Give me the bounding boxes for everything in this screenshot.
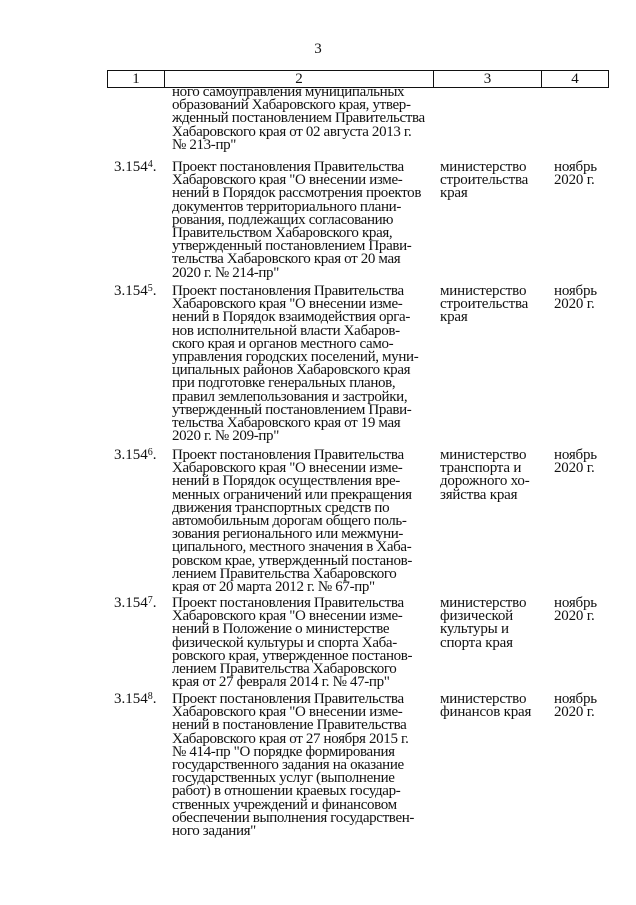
- text-line: зяйства края: [440, 486, 518, 503]
- text-line: края: [440, 309, 468, 326]
- text-line: документов территориального плани-: [172, 198, 401, 215]
- text-line: № 414-пр "О порядке формирования: [172, 743, 395, 760]
- text-line: ципальных районов Хабаровского края: [172, 362, 411, 379]
- text-line: ноябрь: [554, 159, 597, 175]
- text-line: лением Правительства Хабаровского: [172, 661, 397, 678]
- text-line: ципального, местного значения в Хаба-: [172, 539, 412, 556]
- text-line: ноябрь: [554, 595, 597, 611]
- text-line: Проект постановления Правительства: [172, 159, 404, 175]
- text-line: движения транспортных средств по: [172, 499, 390, 516]
- text-line: ноябрь: [554, 283, 597, 299]
- text-line: тельства Хабаровского края от 20 мая: [172, 251, 401, 268]
- text-line: при подготовке генеральных планов,: [172, 375, 396, 392]
- text-line: 2020 г.: [554, 296, 595, 313]
- text-line: 2020 г. № 214-пр": [172, 264, 279, 281]
- text-line: ного задания": [172, 823, 256, 840]
- text-line: Хабаровского края "О внесении изме-: [172, 296, 403, 313]
- row-responsible: [440, 161, 550, 201]
- text-line: № 213-пр": [172, 136, 237, 153]
- column-header-1: 1: [108, 71, 165, 88]
- text-line: края от 27 февраля 2014 г. № 47-пр": [172, 674, 390, 691]
- text-line: нений в Положение о министерстве: [172, 621, 390, 638]
- text-line: ского края и органов местного само-: [172, 335, 394, 352]
- row-number: 3.154$^5$.: [114, 283, 157, 299]
- column-header-3: 3: [434, 71, 542, 88]
- text-line: Хабаровского края "О внесении изме-: [172, 460, 403, 477]
- text-line: зования регионального или межмуни-: [172, 526, 404, 543]
- text-line: Проект постановления Правительства: [172, 595, 404, 611]
- row-responsible: [440, 285, 550, 325]
- row-description: [172, 449, 434, 594]
- text-line: физической: [440, 608, 513, 625]
- text-line: финансов края: [440, 704, 532, 721]
- text-line: дорожного хо-: [440, 473, 530, 490]
- text-line: транспорта и: [440, 460, 522, 477]
- row-deadline: [554, 161, 614, 187]
- row-description: [172, 285, 434, 443]
- text-line: обеспечении выполнения государствен-: [172, 809, 415, 826]
- row-number: 3.154$^4$.: [114, 159, 157, 175]
- text-line: государственного задания на оказание: [172, 757, 404, 774]
- text-line: Проект постановления Правительства: [172, 691, 404, 707]
- row-deadline: [554, 285, 614, 311]
- row-responsible: [440, 597, 550, 650]
- text-line: ственных учреждений и финансовом: [172, 796, 397, 813]
- text-line: нений в постановление Правительства: [172, 717, 407, 734]
- text-line: менных ограничений или прекращения: [172, 486, 412, 503]
- text-line: работ) в отношении краевых государ-: [172, 783, 401, 800]
- text-line: жденный постановлением Правительства: [172, 110, 425, 127]
- text-line: утвержденный постановлением Прави-: [172, 401, 412, 418]
- row-description: [172, 161, 434, 280]
- text-line: спорта края: [440, 634, 513, 651]
- text-line: 2020 г.: [554, 460, 595, 477]
- row-number: 3.154$^8$.: [114, 691, 157, 707]
- text-line: нов исполнительной власти Хабаров-: [172, 322, 400, 339]
- text-line: 2020 г.: [554, 608, 595, 625]
- text-line: Хабаровского края от 27 ноября 2015 г.: [172, 730, 409, 747]
- row-number: 3.154$^7$.: [114, 595, 157, 611]
- text-line: Хабаровского края "О внесении изме-: [172, 704, 403, 721]
- text-line: министерство: [440, 691, 527, 707]
- continuation-text: [172, 86, 434, 152]
- text-line: Правительством Хабаровского края,: [172, 225, 393, 242]
- text-line: государственных услуг (выполнение: [172, 770, 395, 787]
- row-deadline: [554, 597, 614, 623]
- row-deadline: [554, 449, 614, 475]
- text-line: нений в Порядок взаимодействия орга-: [172, 309, 410, 326]
- text-line: министерство: [440, 447, 527, 463]
- text-line: строительства: [440, 172, 529, 189]
- text-line: 2020 г.: [554, 172, 595, 189]
- text-line: Проект постановления Правительства: [172, 447, 404, 463]
- text-line: ноябрь: [554, 447, 597, 463]
- text-line: строительства: [440, 296, 529, 313]
- row-responsible: [440, 449, 550, 502]
- text-line: ного самоуправления муниципальных: [172, 84, 405, 100]
- text-line: ровского края, утвержденное постанов-: [172, 647, 413, 664]
- text-line: Хабаровского края "О внесении изме-: [172, 172, 403, 189]
- text-line: управления городских поселений, муни-: [172, 349, 419, 366]
- text-line: Проект постановления Правительства: [172, 283, 404, 299]
- text-line: министерство: [440, 283, 527, 299]
- page-number: 3: [314, 41, 322, 57]
- text-line: министерство: [440, 595, 527, 611]
- row-description: [172, 597, 434, 689]
- text-line: утвержденный постановлением Прави-: [172, 238, 412, 255]
- text-line: Хабаровского края от 02 августа 2013 г.: [172, 123, 412, 140]
- text-line: ровском крае, утвержденный постанов-: [172, 552, 412, 569]
- text-line: рования, подлежащих согласованию: [172, 211, 394, 228]
- text-line: культуры и: [440, 621, 509, 638]
- text-line: ноябрь: [554, 691, 597, 707]
- text-line: Хабаровского края "О внесении изме-: [172, 608, 403, 625]
- column-header-4: 4: [542, 71, 609, 88]
- text-line: нений в Порядок осуществления вре-: [172, 473, 400, 490]
- row-number: 3.154$^6$.: [114, 447, 157, 463]
- text-line: края: [440, 185, 468, 202]
- text-line: автомобильным дорогам общего поль-: [172, 513, 407, 530]
- text-line: края от 20 марта 2012 г. № 67-пр": [172, 579, 375, 596]
- text-line: тельства Хабаровского края от 19 мая: [172, 415, 401, 432]
- text-line: правил землепользования и застройки,: [172, 388, 408, 405]
- text-line: министерство: [440, 159, 527, 175]
- text-line: 2020 г.: [554, 704, 595, 721]
- row-description: [172, 693, 434, 838]
- row-deadline: [554, 693, 614, 719]
- text-line: 2020 г. № 209-пр": [172, 428, 279, 445]
- text-line: образований Хабаровского края, утвер-: [172, 97, 411, 114]
- text-line: физической культуры и спорта Хаба-: [172, 634, 397, 651]
- text-line: лением Правительства Хабаровского: [172, 565, 397, 582]
- text-line: нений в Порядок рассмотрения проектов: [172, 185, 422, 202]
- column-header-2: 2: [165, 71, 434, 88]
- row-responsible: [440, 693, 550, 719]
